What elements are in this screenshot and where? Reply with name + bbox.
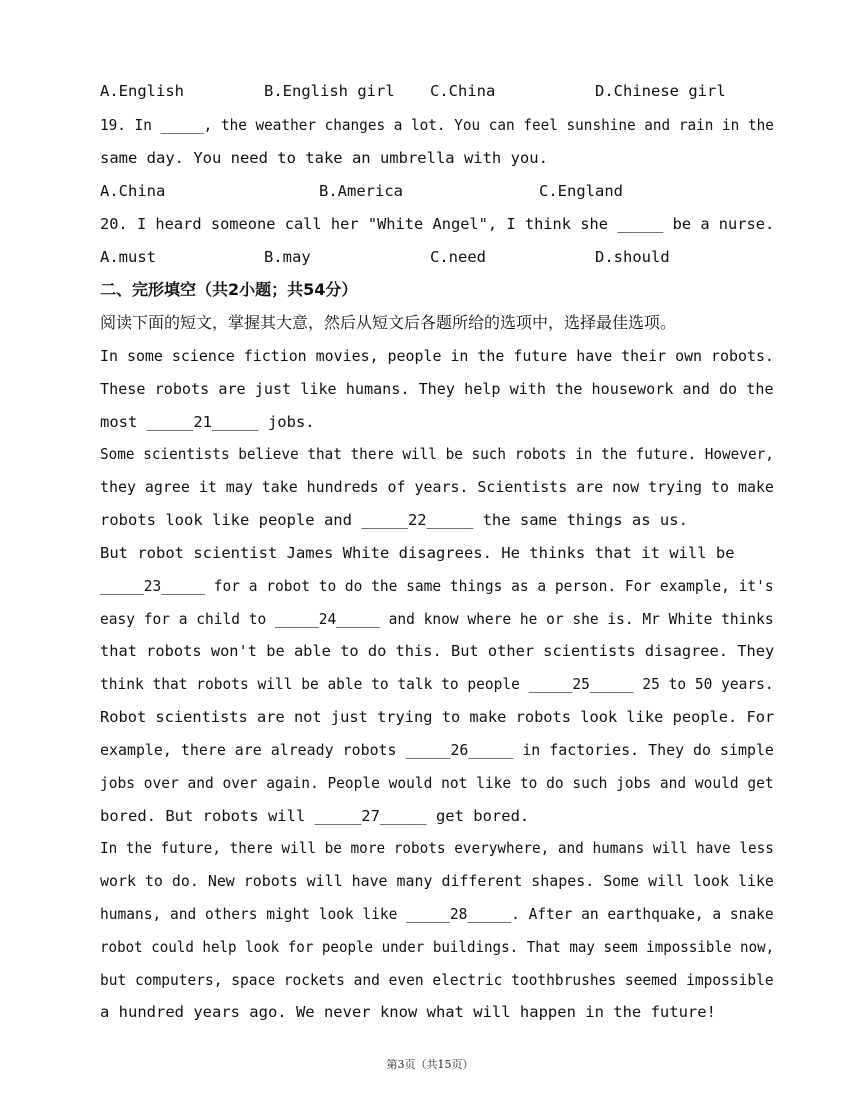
passage-line: Some scientists believe that there will be such robots in the future. However, [100,445,774,463]
passage-line: humans, and others might look like _____28_____. After an earthquake, a snake [100,905,774,923]
passage-line: robots look like people and _____22_____ the same things as us. [100,511,688,529]
passage-line: easy for a child to _____24_____ and know where he or she is. Mr White thinks [100,610,774,628]
passage-line: most _____21_____ jobs. [100,413,315,431]
q19-stem-line-2: same day. You need to take an umbrella with you. [100,149,548,167]
passage-line: _____23_____ for a robot to do the same things as a person. For example, it's [100,577,774,595]
q19-stem-line-1: 19. In _____, the weather changes a lot. You can feel sunshine and rain in the [100,116,774,134]
passage-line: jobs over and over again. People would not like to do such jobs and would get [100,774,774,792]
section-instruction: 阅读下面的短文，掌握其大意，然后从短文后各题所给的选项中，选择最佳选项。 [100,313,677,332]
passage-line: bored. But robots will _____27_____ get bored. [100,807,530,825]
passage-line: work to do. New robots will have many different shapes. Some will look like [100,872,774,890]
passage-line: In some science fiction movies, people in the future have their own robots. [100,347,774,365]
passage-line: that robots won't be able to do this. But other scientists disagree. They [100,642,775,660]
passage-line: but computers, space rockets and even electric toothbrushes seemed impossible [100,971,774,989]
passage-line: think that robots will be able to talk to people _____25_____ 25 to 50 years. [100,675,774,693]
passage-line: a hundred years ago. We never know what will happen in the future! [100,1003,716,1021]
page-number-footer: 第3页（共15页） [386,1058,474,1071]
passage-line: These robots are just like humans. They help with the housework and do the [100,380,774,398]
section-title: 二、完形填空（共2小题；共54分） [100,280,358,299]
q18-option-b: B.English girl [264,82,395,100]
passage-line: In the future, there will be more robots everywhere, and humans will have less [100,839,774,857]
q20-stem: 20. I heard someone call her "White Angel", I think she _____ be a nurse. [100,215,775,233]
q19-option-b: B.America [319,182,403,200]
passage-line: example, there are already robots _____26_____ in factories. They do simple [100,741,774,759]
q20-option-a: A.must [100,248,156,266]
passage-line: Robot scientists are not just trying to make robots look like people. For [100,708,775,726]
q19-option-c: C.England [539,182,623,200]
q20-option-d: D.should [595,248,670,266]
q19-option-a: A.China [100,182,166,200]
q18-option-a: A.English [100,82,184,100]
passage-line: robot could help look for people under buildings. That may seem impossible now, [100,938,775,956]
q18-option-c: C.China [430,82,496,100]
passage-line: But robot scientist James White disagrees. He thinks that it will be [100,544,735,562]
q20-option-b: B.may [264,248,311,266]
passage-line: they agree it may take hundreds of years. Scientists are now trying to make [100,478,774,496]
q18-option-d: D.Chinese girl [595,82,726,100]
q20-option-c: C.need [430,248,486,266]
